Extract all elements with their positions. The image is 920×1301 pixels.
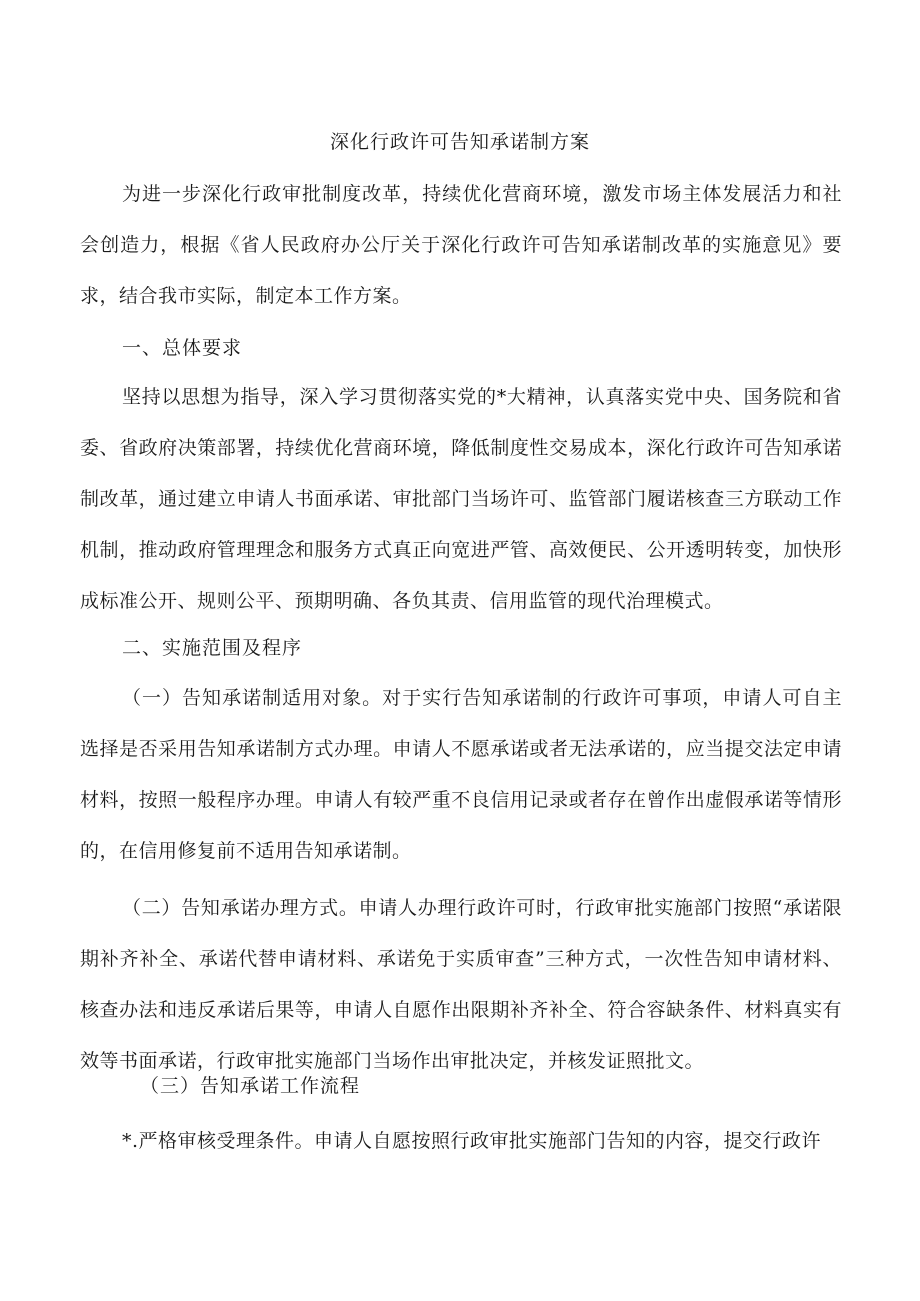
section-heading-2: 二、实施范围及程序 <box>122 637 303 659</box>
item-2-paragraph: （二）告知承诺办理方式。申请人办理行政许可时，行政审批实施部门按照“承诺限期补齐补全、承诺代替申请材料、承诺免于实质审查”三种方式，一次性告知申请材料、核查办法和违反承诺后果等，申请人自愿作出限期补齐补全、符合容缺条件、材料真实有效等书面承诺，行政审批实施部门当场作出审批决定，并核发证照批文。 <box>80 897 842 1072</box>
section-1-body: 坚持以思想为指导，深入学习贯彻落实党的*大精神，认真落实党中央、国务院和省委、省政府决策部署，持续优化营商环境，降低制度性交易成本，深化行政许可告知承诺制改革，通过建立申请人书面承诺、审批部门当场许可、监管部门履诺核查三方联动工作机制，推动政府管理理念和服务方式真正向宽进严管、高效便民、公开透明转变，加快形成标准公开、规则公平、预期明确、各负其责、信用监管的现代治理模式。 <box>80 386 842 612</box>
item-1-paragraph: （一）告知承诺制适用对象。对于实行告知承诺制的行政许可事项，申请人可自主选择是否采用告知承诺制方式办理。申请人不愿承诺或者无法承诺的，应当提交法定申请材料，按照一般程序办理。申请人有较严重不良信用记录或者存在曾作出虚假承诺等情形的，在信用修复前不适用告知承诺制。 <box>80 687 842 862</box>
step-1-line: *.严格审核受理条件。申请人自愿按照行政审批实施部门告知的内容，提交行政许 <box>122 1130 822 1152</box>
intro-paragraph: 为进一步深化行政审批制度改革，持续优化营商环境，激发市场主体发展活力和社会创造力，根据《省人民政府办公厅关于深化行政许可告知承诺制改革的实施意见》要求，结合我市实际，制定本工作方案。 <box>80 183 842 307</box>
section-heading-1: 一、总体要求 <box>122 337 243 359</box>
document-title: 深化行政许可告知承诺制方案 <box>329 131 590 153</box>
item-3-heading: （三）告知承诺工作流程 <box>140 1075 361 1097</box>
